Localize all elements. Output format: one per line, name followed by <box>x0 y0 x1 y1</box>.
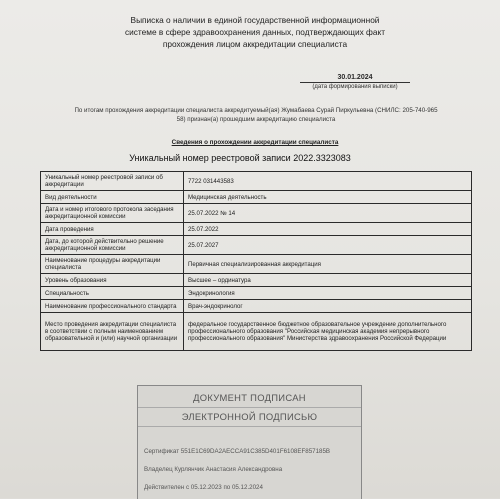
row-label: Вид деятельности <box>41 191 184 204</box>
formation-date-block <box>300 74 410 90</box>
row-label: Дата проведения <box>41 223 184 236</box>
title-line: прохождения лицом аккредитации специалиста <box>162 39 348 49</box>
row-value: Первичная специализированная аккредитация <box>184 255 472 274</box>
row-value: Высшее – ординатура <box>184 274 472 287</box>
document-title <box>90 14 420 50</box>
row-label: Место проведения аккредитации специалиста в соответствии с полным наименованием образовательной и (или) научной организации <box>41 313 184 351</box>
title-line: системе в сфере здравоохранения данных, подтверждающих факт <box>125 27 385 37</box>
row-label: Наименование профессионального стандарта <box>41 300 184 313</box>
row-value: Врач-эндокринолог <box>184 300 472 313</box>
intro-paragraph <box>36 106 476 124</box>
intro-line: 58) признан(а) прошедшим аккредитацию специалиста <box>176 116 336 123</box>
row-label: Дата, до которой действительно решение аккредитационной комиссии <box>41 236 184 255</box>
section-title: Сведения о прохождении аккредитации специалиста <box>171 139 339 146</box>
stamp-line-electronic: ЭЛЕКТРОННОЙ ПОДПИСЬЮ <box>181 411 318 422</box>
table-row <box>41 313 472 351</box>
formation-date: 30.01.2024 <box>300 74 410 83</box>
table-row <box>41 223 472 236</box>
row-value: Медицинская деятельность <box>184 191 472 204</box>
row-value: федеральное государственное бюджетное образовательное учреждение дополнительного профессионального образования "Российская медицинская академия непрерывного профессионального образования" Министерства здравоохранения Российской Федерации <box>184 313 472 351</box>
title-line: Выписка о наличии в единой государственной информационной <box>130 15 380 25</box>
row-label: Специальность <box>41 287 184 300</box>
row-value: 25.07.2027 <box>184 236 472 255</box>
table-row <box>41 300 472 313</box>
row-label: Дата и номер итогового протокола заседания аккредитационной комиссии <box>41 204 184 223</box>
row-label: Уникальный номер реестровой записи об аккредитации <box>41 172 184 191</box>
table-row <box>41 204 472 223</box>
stamp-validity: Действителен с 05.12.2023 по 05.12.2024 <box>144 484 263 491</box>
table-row <box>41 274 472 287</box>
table-row <box>41 191 472 204</box>
row-label: Уровень образования <box>41 274 184 287</box>
row-value: 7722 031443583 <box>184 172 472 191</box>
stamp-line-signed: ДОКУМЕНТ ПОДПИСАН <box>193 392 306 403</box>
stamp-owner: Владелец Курлянчик Анастасия Александровна <box>144 466 283 473</box>
formation-date-caption: (дата формирования выписки) <box>312 84 398 90</box>
row-value: 25.07.2022 № 14 <box>184 204 472 223</box>
accreditation-table <box>40 171 472 351</box>
stamp-divider <box>138 407 361 408</box>
table-row <box>41 255 472 274</box>
stamp-divider <box>138 426 361 427</box>
intro-line: По итогам прохождения аккредитации специалиста аккредитуемый(ая) Жумабаева Сурай Пиркульевна (СНИЛС: 205-740-965 <box>74 107 438 114</box>
row-value: Эндокринология <box>184 287 472 300</box>
row-value: 25.07.2022 <box>184 223 472 236</box>
row-label: Наименование процедуры аккредитации специалиста <box>41 255 184 274</box>
electronic-signature-stamp <box>137 385 362 499</box>
table-row <box>41 287 472 300</box>
stamp-certificate: Сертификат 551E1C69DA2AECCA91C385D401F6108EF857185B <box>144 448 331 455</box>
table-row <box>41 236 472 255</box>
table-row <box>41 172 472 191</box>
registry-number-heading: Уникальный номер реестровой записи 2022.3323083 <box>129 153 351 163</box>
